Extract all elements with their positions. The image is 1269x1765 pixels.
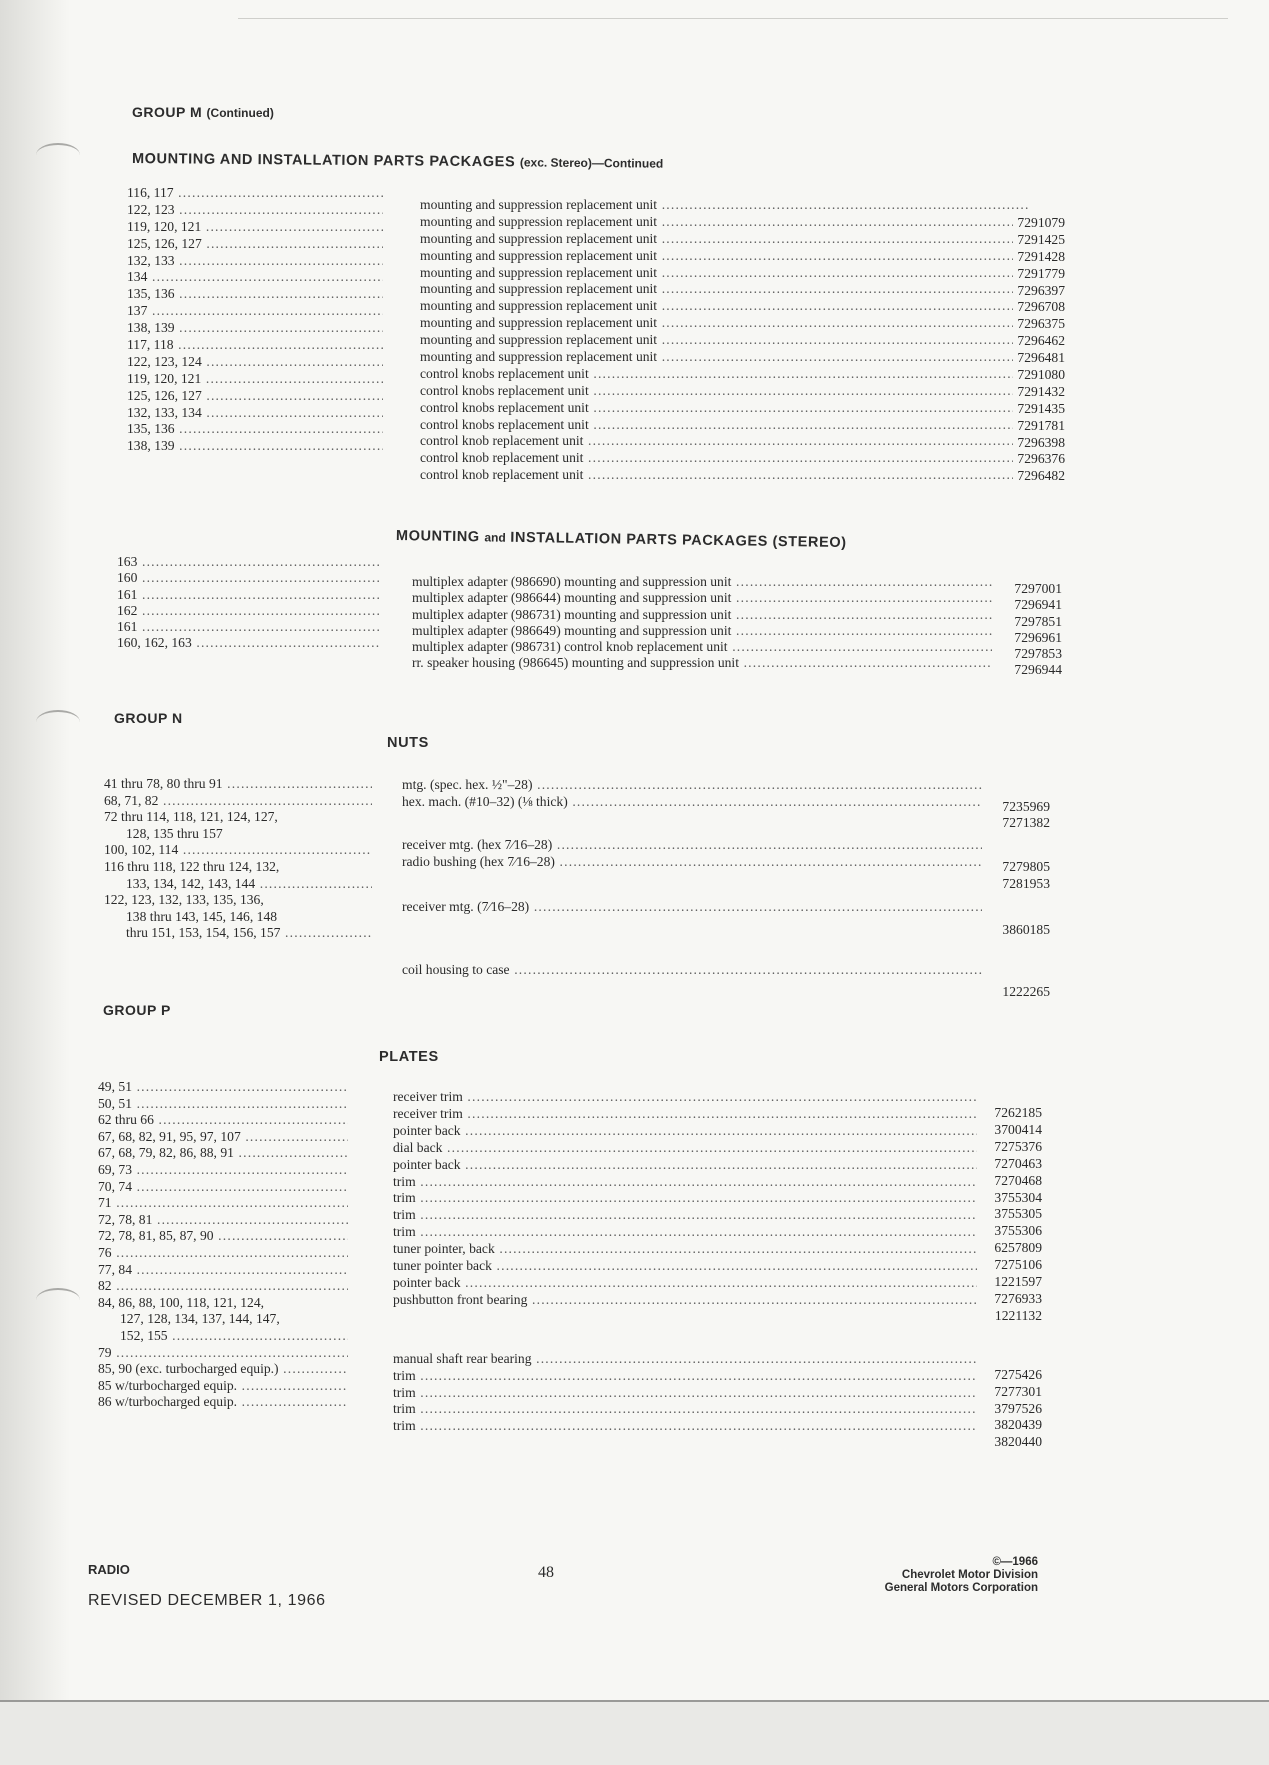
reference-figure: 71 ..... bbox=[98, 1194, 348, 1211]
ref-row bbox=[98, 1377, 348, 1394]
copyright: ©—1966 bbox=[992, 1556, 1038, 1568]
ref-row bbox=[117, 586, 379, 602]
section-title-c: INSTALLATION PARTS PACKAGES (STEREO) bbox=[510, 529, 847, 552]
part-description: mounting and suppression replacement unit ..... bbox=[420, 314, 1030, 331]
part-description: receiver mtg. (hex 7⁄16–28) ..... bbox=[402, 836, 982, 853]
part-number: 7296376 bbox=[1013, 450, 1065, 467]
num-row bbox=[985, 349, 1065, 366]
part-description: coil housing to case ..... bbox=[402, 961, 982, 978]
reference-figure: 50, 51 ..... bbox=[98, 1095, 348, 1112]
part-description: mtg. (spec. hex. ½"–28) ..... bbox=[402, 776, 982, 793]
section-title: PLATES bbox=[379, 1049, 439, 1065]
part-number: 7296961 bbox=[1010, 629, 1062, 646]
reference-figure: 119, 120, 121 ..... bbox=[127, 218, 383, 235]
part-number: 7291428 bbox=[1013, 248, 1065, 265]
part-description: radio bushing (hex 7⁄16–28) ..... bbox=[402, 853, 982, 870]
ref-row bbox=[98, 1393, 348, 1410]
reference-figure: 79 ..... bbox=[98, 1344, 348, 1361]
section-plates-heading bbox=[379, 1049, 439, 1065]
num-row bbox=[985, 282, 1065, 299]
desc-row bbox=[420, 432, 1030, 449]
binder-hole-mark bbox=[36, 1288, 80, 1312]
part-number: 7275426 bbox=[990, 1366, 1042, 1383]
num-row bbox=[985, 315, 1065, 332]
mounting-num-column bbox=[985, 214, 1065, 484]
part-description: trim ..... bbox=[393, 1173, 977, 1190]
part-description: mounting and suppression replacement unit ..... bbox=[420, 280, 1030, 297]
reference-figure: 125, 126, 127 ..... bbox=[127, 387, 383, 404]
num-row bbox=[985, 332, 1065, 349]
part-description: receiver mtg. (7⁄16–28) ..... bbox=[402, 898, 982, 915]
part-number: 7291425 bbox=[1013, 231, 1065, 248]
ref-row bbox=[104, 825, 372, 842]
reference-figure: 85, 90 (exc. turbocharged equip.) ..... bbox=[98, 1360, 348, 1377]
part-description: trim ..... bbox=[393, 1367, 977, 1384]
part-description: pointer back ..... bbox=[393, 1122, 977, 1139]
num-row bbox=[985, 366, 1065, 383]
ref-row bbox=[127, 302, 383, 319]
desc-row bbox=[420, 466, 1030, 483]
reference-figure: 122, 123, 132, 133, 135, 136, bbox=[104, 892, 264, 908]
part-description: dial back ..... bbox=[393, 1139, 977, 1156]
part-number: 3755306 bbox=[990, 1222, 1042, 1239]
group-title: GROUP N bbox=[114, 710, 183, 726]
reference-figure: 86 w/turbocharged equip. ..... bbox=[98, 1393, 348, 1410]
part-description: trim ..... bbox=[393, 1223, 977, 1240]
section-title-b: and bbox=[484, 530, 506, 545]
ref-row bbox=[98, 1095, 348, 1112]
part-number: 3755304 bbox=[990, 1189, 1042, 1206]
desc-row bbox=[412, 622, 992, 638]
reference-figure: 62 thru 66 ..... bbox=[98, 1111, 348, 1128]
part-number: 7297001 bbox=[1010, 580, 1062, 597]
part-description: multiplex adapter (986644) mounting and suppression unit ..... bbox=[412, 589, 992, 606]
section-mounting-heading bbox=[132, 151, 663, 172]
num-row bbox=[985, 467, 1065, 484]
desc-row bbox=[420, 331, 1030, 348]
part-number: 7291079 bbox=[1013, 214, 1065, 231]
ref-row bbox=[98, 1277, 348, 1294]
section-title-a: MOUNTING bbox=[395, 528, 480, 546]
ref-row bbox=[104, 775, 372, 792]
reference-figure: 134 ..... bbox=[127, 268, 383, 285]
desc-row bbox=[420, 196, 1030, 213]
part-number: 1221132 bbox=[991, 1307, 1042, 1324]
part-description: control knobs replacement unit ..... bbox=[420, 416, 1030, 433]
ref-row bbox=[127, 184, 383, 201]
desc-row bbox=[420, 280, 1030, 297]
ref-row bbox=[98, 1211, 348, 1228]
part-number: 7276933 bbox=[990, 1290, 1042, 1307]
ref-row bbox=[98, 1327, 348, 1344]
part-description: multiplex adapter (986649) mounting and suppression unit ..... bbox=[412, 622, 992, 639]
desc-row bbox=[420, 247, 1030, 264]
num-row bbox=[985, 383, 1065, 400]
part-description: control knobs replacement unit ..... bbox=[420, 382, 1030, 399]
desc-row bbox=[420, 382, 1030, 399]
desc-row bbox=[420, 297, 1030, 314]
ref-row bbox=[98, 1294, 348, 1311]
desc-row bbox=[420, 348, 1030, 365]
group-p-heading bbox=[103, 1002, 171, 1018]
desc-row bbox=[412, 654, 992, 670]
reference-figure: 135, 136 ..... bbox=[127, 285, 383, 302]
reference-figure: 117, 118 ..... bbox=[127, 336, 383, 353]
desc-row bbox=[420, 399, 1030, 416]
part-number: 7296398 bbox=[1013, 434, 1065, 451]
ref-row bbox=[127, 387, 383, 404]
ref-row bbox=[104, 841, 372, 858]
ref-row bbox=[117, 553, 379, 569]
reference-figure: 116, 117 ..... bbox=[127, 184, 383, 201]
num-row bbox=[978, 629, 1062, 645]
part-number: 7296482 bbox=[1013, 467, 1065, 484]
part-number: 1221597 bbox=[990, 1273, 1042, 1290]
group-title: GROUP P bbox=[103, 1002, 171, 1018]
part-description: tuner pointer, back ..... bbox=[393, 1240, 977, 1257]
reference-figure: thru 151, 153, 154, 156, 157 ..... bbox=[104, 924, 372, 941]
reference-figure: 84, 86, 88, 100, 118, 121, 124, bbox=[98, 1294, 265, 1310]
num-row bbox=[978, 596, 1062, 612]
ref-row bbox=[117, 602, 379, 618]
desc-row bbox=[420, 230, 1030, 247]
part-description: mounting and suppression replacement unit ..... bbox=[420, 196, 1030, 213]
part-number: 7297851 bbox=[1010, 613, 1062, 630]
num-row bbox=[978, 613, 1062, 629]
reference-figure: 127, 128, 134, 137, 144, 147, bbox=[120, 1311, 280, 1327]
part-description: hex. mach. (#10–32) (⅛ thick) ..... bbox=[402, 793, 982, 810]
ref-row bbox=[104, 875, 372, 892]
num-row bbox=[985, 231, 1065, 248]
part-number: 7281953 bbox=[998, 875, 1050, 892]
ref-row bbox=[127, 218, 383, 235]
part-description: multiplex adapter (986690) mounting and suppression unit ..... bbox=[412, 573, 992, 590]
reference-figure: 132, 133 ..... bbox=[127, 252, 383, 269]
part-description: receiver trim ..... bbox=[393, 1105, 977, 1122]
ref-row bbox=[117, 569, 379, 585]
group-title: GROUP M bbox=[132, 104, 203, 120]
scan-shadow bbox=[0, 0, 70, 1700]
section-title: NUTS bbox=[387, 735, 429, 751]
part-number: 3755305 bbox=[990, 1205, 1042, 1222]
reference-figure: 125, 126, 127 ..... bbox=[127, 235, 383, 252]
stereo-ref-column bbox=[117, 553, 379, 651]
ref-row bbox=[127, 437, 383, 454]
ref-row bbox=[98, 1194, 348, 1211]
reference-figure: 72, 78, 81, 85, 87, 90 ..... bbox=[98, 1227, 348, 1244]
ref-row bbox=[104, 924, 372, 941]
part-description: receiver trim ..... bbox=[393, 1088, 977, 1105]
binder-hole-mark bbox=[36, 710, 80, 734]
part-number: 6257809 bbox=[990, 1239, 1042, 1256]
part-description: trim ..... bbox=[393, 1384, 977, 1401]
section-subtitle: (exc. Stereo)—Continued bbox=[519, 155, 664, 171]
section-stereo-heading bbox=[396, 528, 847, 551]
part-number: 7296462 bbox=[1013, 332, 1065, 349]
reference-figure: 100, 102, 114 ..... bbox=[104, 841, 372, 858]
page-number: 48 bbox=[538, 1564, 554, 1581]
reference-figure: 82 ..... bbox=[98, 1277, 348, 1294]
part-number: 3860185 bbox=[998, 921, 1050, 938]
footer-section: RADIO bbox=[88, 1562, 130, 1577]
num-row bbox=[978, 661, 1062, 677]
ref-row bbox=[127, 319, 383, 336]
division-name: Chevrolet Motor Division bbox=[901, 1569, 1038, 1581]
ref-row bbox=[127, 370, 383, 387]
ref-row bbox=[98, 1261, 348, 1278]
reference-figure: 138, 139 ..... bbox=[127, 437, 383, 454]
ref-row bbox=[117, 634, 379, 650]
part-description: manual shaft rear bearing ..... bbox=[393, 1350, 977, 1367]
reference-figure: 67, 68, 79, 82, 86, 88, 91 ..... bbox=[98, 1144, 348, 1161]
part-description: pointer back ..... bbox=[393, 1156, 977, 1173]
section-nuts-heading bbox=[387, 735, 429, 751]
part-description: control knob replacement unit ..... bbox=[420, 466, 1030, 483]
reference-figure: 160, 162, 163 ..... bbox=[117, 634, 379, 651]
part-number: 7296941 bbox=[1010, 596, 1062, 613]
part-description: trim ..... bbox=[393, 1189, 977, 1206]
publisher-block bbox=[800, 1556, 1038, 1595]
ref-row bbox=[127, 235, 383, 252]
reference-figure: 138 thru 143, 145, 146, 148 bbox=[126, 908, 278, 924]
part-number: 7270468 bbox=[990, 1172, 1042, 1189]
part-description: mounting and suppression replacement unit ..... bbox=[420, 264, 1030, 281]
ref-row bbox=[127, 420, 383, 437]
section-title: MOUNTING AND INSTALLATION PARTS PACKAGES bbox=[131, 151, 516, 171]
group-m-heading bbox=[132, 104, 274, 120]
part-number: 7296944 bbox=[1010, 661, 1062, 678]
footer-revised: REVISED DECEMBER 1, 1966 bbox=[88, 1592, 326, 1609]
mounting-ref-column bbox=[127, 184, 383, 454]
reference-figure: 132, 133, 134 ..... bbox=[127, 404, 383, 421]
reference-figure: 76 ..... bbox=[98, 1244, 348, 1261]
ref-row bbox=[117, 618, 379, 634]
reference-figure: 128, 135 thru 157 bbox=[126, 825, 223, 841]
reference-figure: 70, 74 ..... bbox=[98, 1178, 348, 1195]
top-rule bbox=[238, 18, 1228, 19]
part-number: 3820440 bbox=[990, 1433, 1042, 1450]
desc-row bbox=[420, 416, 1030, 433]
part-number: 3797526 bbox=[990, 1400, 1042, 1417]
desc-row bbox=[420, 264, 1030, 281]
num-row bbox=[985, 265, 1065, 282]
reference-figure: 163 ..... bbox=[117, 553, 379, 570]
part-description: rr. speaker housing (986645) mounting and suppression unit ..... bbox=[412, 654, 992, 671]
ref-row bbox=[98, 1227, 348, 1244]
desc-row bbox=[412, 606, 992, 622]
num-row bbox=[985, 400, 1065, 417]
desc-row bbox=[412, 589, 992, 605]
part-description: mounting and suppression replacement unit ..... bbox=[420, 247, 1030, 264]
part-description: mounting and suppression replacement unit ..... bbox=[420, 331, 1030, 348]
reference-figure: 122, 123, 124 ..... bbox=[127, 353, 383, 370]
reference-figure: 161 ..... bbox=[117, 618, 379, 635]
reference-figure: 67, 68, 82, 91, 95, 97, 107 ..... bbox=[98, 1128, 348, 1145]
ref-row bbox=[98, 1078, 348, 1095]
ref-row bbox=[127, 404, 383, 421]
num-row bbox=[985, 248, 1065, 265]
group-subtitle: (Continued) bbox=[206, 106, 274, 120]
plates-ref-column bbox=[98, 1078, 348, 1410]
desc-row bbox=[420, 314, 1030, 331]
ref-row bbox=[98, 1310, 348, 1327]
reference-figure: 137 ..... bbox=[127, 302, 383, 319]
part-description: control knob replacement unit ..... bbox=[420, 432, 1030, 449]
desc-row bbox=[420, 213, 1030, 230]
ref-row bbox=[98, 1344, 348, 1361]
ref-row bbox=[104, 792, 372, 809]
part-number: 3700414 bbox=[990, 1121, 1042, 1138]
ref-row bbox=[127, 336, 383, 353]
reference-figure: 41 thru 78, 80 thru 91 ..... bbox=[104, 775, 372, 792]
stereo-num-column bbox=[978, 580, 1062, 678]
part-number: 7296481 bbox=[1013, 349, 1065, 366]
reference-figure: 152, 155 ..... bbox=[98, 1327, 348, 1344]
ref-row bbox=[104, 858, 372, 875]
part-number: 7262185 bbox=[990, 1104, 1042, 1121]
part-number: 7297853 bbox=[1010, 645, 1062, 662]
corporation-name: General Motors Corporation bbox=[884, 1582, 1038, 1594]
ref-row bbox=[98, 1128, 348, 1145]
reference-figure: 160 ..... bbox=[117, 569, 379, 586]
part-number: 7279805 bbox=[998, 858, 1050, 875]
desc-row bbox=[420, 365, 1030, 382]
ref-row bbox=[98, 1360, 348, 1377]
part-description: mounting and suppression replacement unit ..... bbox=[420, 297, 1030, 314]
ref-row bbox=[98, 1161, 348, 1178]
ref-row bbox=[98, 1178, 348, 1195]
part-description: trim ..... bbox=[393, 1400, 977, 1417]
nuts-ref-column bbox=[104, 775, 372, 941]
ref-row bbox=[127, 201, 383, 218]
part-description: multiplex adapter (986731) control knob replacement unit ..... bbox=[412, 638, 992, 655]
part-number: 7291781 bbox=[1013, 417, 1065, 434]
part-description: pushbutton front bearing ..... bbox=[393, 1291, 977, 1308]
num-row bbox=[985, 450, 1065, 467]
ref-row bbox=[98, 1111, 348, 1128]
part-number: 7291779 bbox=[1013, 265, 1065, 282]
part-number: 7296375 bbox=[1013, 315, 1065, 332]
part-description: trim ..... bbox=[393, 1206, 977, 1223]
part-number: 7271382 bbox=[998, 814, 1050, 831]
reference-figure: 77, 84 ..... bbox=[98, 1261, 348, 1278]
reference-figure: 133, 134, 142, 143, 144 ..... bbox=[104, 875, 372, 892]
stereo-desc-column bbox=[412, 573, 992, 671]
part-description: mounting and suppression replacement unit ..... bbox=[420, 348, 1030, 365]
part-description: mounting and suppression replacement unit ..... bbox=[420, 213, 1030, 230]
part-description: tuner pointer back ..... bbox=[393, 1257, 977, 1274]
part-description: control knobs replacement unit ..... bbox=[420, 399, 1030, 416]
part-number: 7277301 bbox=[990, 1383, 1042, 1400]
ref-row bbox=[127, 285, 383, 302]
num-row bbox=[985, 434, 1065, 451]
part-number: 7235969 bbox=[998, 798, 1050, 815]
reference-figure: 116 thru 118, 122 thru 124, 132, bbox=[104, 858, 280, 874]
desc-row bbox=[420, 449, 1030, 466]
ref-row bbox=[104, 891, 372, 908]
reference-figure: 85 w/turbocharged equip. ..... bbox=[98, 1377, 348, 1394]
part-description: control knobs replacement unit ..... bbox=[420, 365, 1030, 382]
ref-row bbox=[98, 1144, 348, 1161]
part-number: 7291080 bbox=[1013, 366, 1065, 383]
reference-figure: 135, 136 ..... bbox=[127, 420, 383, 437]
part-description: control knob replacement unit ..... bbox=[420, 449, 1030, 466]
part-number: 7270463 bbox=[990, 1155, 1042, 1172]
binder-hole-mark bbox=[36, 143, 80, 167]
part-description: pointer back ..... bbox=[393, 1274, 977, 1291]
ref-row bbox=[98, 1244, 348, 1261]
part-description: multiplex adapter (986731) mounting and suppression unit ..... bbox=[412, 606, 992, 623]
ref-row bbox=[127, 252, 383, 269]
ref-row bbox=[104, 908, 372, 925]
part-description: mounting and suppression replacement unit ..... bbox=[420, 230, 1030, 247]
reference-figure: 138, 139 ..... bbox=[127, 319, 383, 336]
ref-row bbox=[127, 353, 383, 370]
part-number: 3820439 bbox=[990, 1416, 1042, 1433]
reference-figure: 68, 71, 82 ..... bbox=[104, 792, 372, 809]
part-number: 1222265 bbox=[998, 983, 1050, 1000]
num-row bbox=[985, 417, 1065, 434]
part-description: trim ..... bbox=[393, 1417, 977, 1434]
num-row bbox=[985, 214, 1065, 231]
ref-row bbox=[127, 268, 383, 285]
part-number: 7296708 bbox=[1013, 298, 1065, 315]
reference-figure: 162 ..... bbox=[117, 602, 379, 619]
part-number: 7275106 bbox=[990, 1256, 1042, 1273]
num-row bbox=[985, 298, 1065, 315]
reference-figure: 72, 78, 81 ..... bbox=[98, 1211, 348, 1228]
part-number: 7296397 bbox=[1013, 282, 1065, 299]
group-n-heading bbox=[114, 710, 183, 726]
reference-figure: 69, 73 ..... bbox=[98, 1161, 348, 1178]
reference-figure: 122, 123 ..... bbox=[127, 201, 383, 218]
part-number: 7291435 bbox=[1013, 400, 1065, 417]
reference-figure: 119, 120, 121 ..... bbox=[127, 370, 383, 387]
reference-figure: 72 thru 114, 118, 121, 124, 127, bbox=[104, 809, 278, 825]
ref-row bbox=[104, 808, 372, 825]
mounting-desc-column bbox=[420, 196, 1030, 483]
desc-row bbox=[412, 638, 992, 654]
reference-figure: 161 ..... bbox=[117, 586, 379, 603]
part-number: 7275376 bbox=[990, 1138, 1042, 1155]
desc-row bbox=[412, 573, 992, 589]
num-row bbox=[978, 580, 1062, 596]
part-number: 7291432 bbox=[1013, 383, 1065, 400]
reference-figure: 49, 51 ..... bbox=[98, 1078, 348, 1095]
num-row bbox=[978, 645, 1062, 661]
